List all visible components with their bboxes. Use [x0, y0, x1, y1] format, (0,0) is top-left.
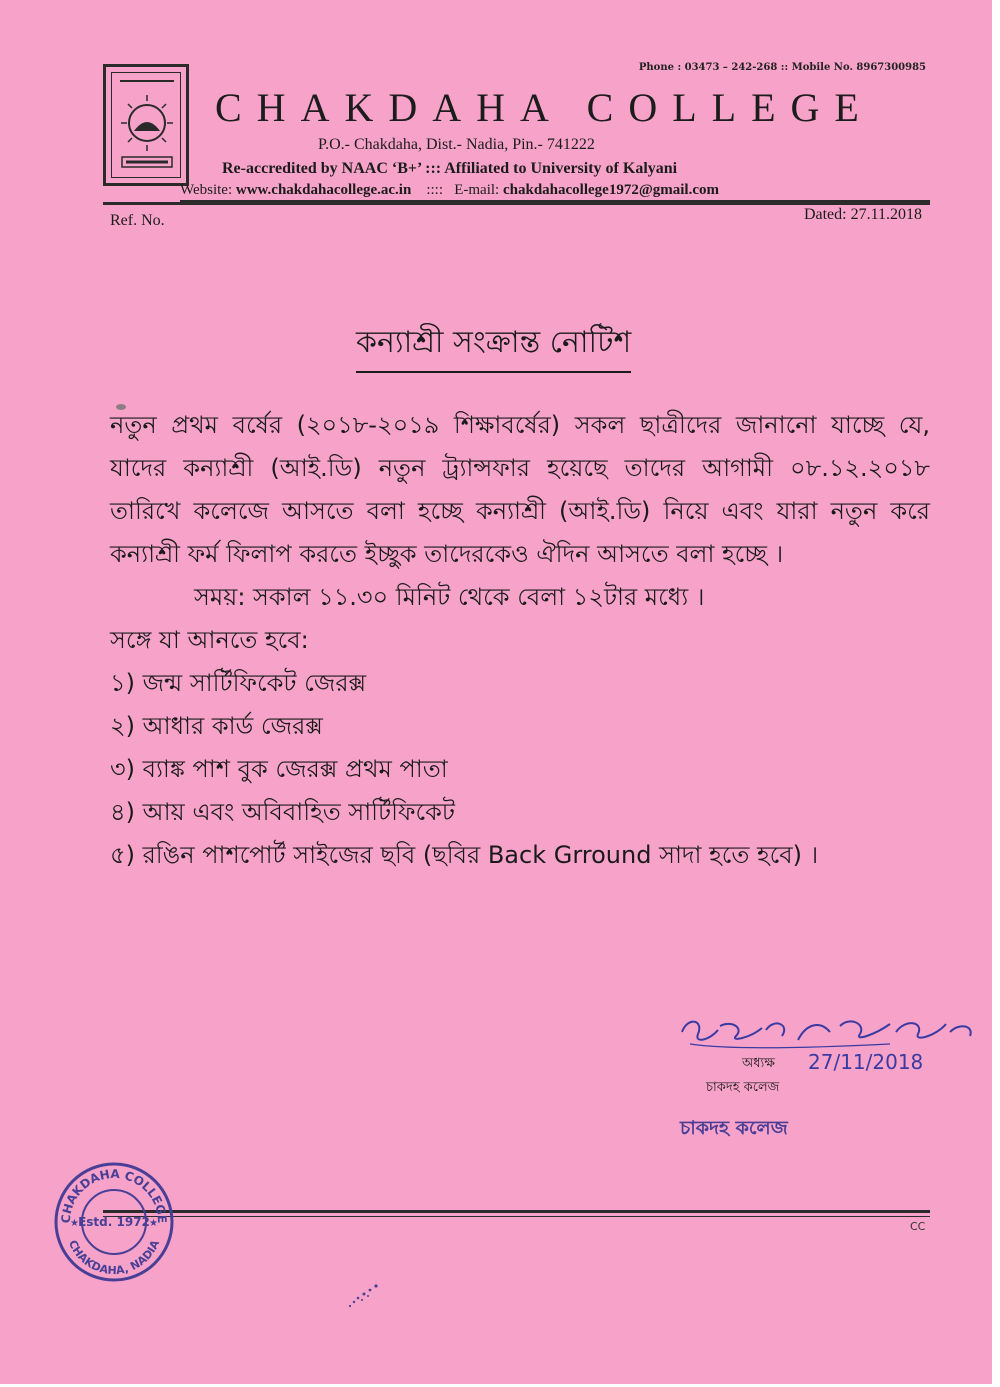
notice-line: জানানো যাচ্ছে যে, যাদের কন্যাশ্রী (আই.ডি) নতুন ট্র্যান্সফার হয়েছে	[110, 411, 931, 482]
list-item: ৫) রঙিন পাশপোর্ট সাইজের ছবি (ছবির Back Grround সাদা হতে হবে) ।	[110, 841, 819, 869]
college-seal-icon	[52, 1160, 176, 1284]
college-stamp-text: চাকদহ কলেজ	[680, 1117, 788, 1139]
notice-line: তাদের আগামী ০৮.১২.২০১৮ তারিখে কলেজে আসতে বলা হচ্ছে	[110, 454, 930, 525]
notice-date: Dated: 27.11.2018	[803, 206, 922, 223]
notice-line: করতে ইচ্ছুক তাদেরকেও ঐদিন আসতে বলা হচ্ছে ।	[299, 540, 784, 568]
notice-title: কন্যাশ্রী সংক্রান্ত নোটিশ	[356, 318, 631, 373]
list-item: ৪) আয় এবং অবিবাহিত সার্টিফিকেট	[110, 798, 456, 826]
email-link[interactable]: chakdahacollege1972@gmail.com	[502, 182, 720, 198]
ref-number: Ref. No.	[110, 212, 165, 229]
notice-paragraph	[110, 404, 930, 576]
accreditation-line: Re-accredited by NAAC ‘B+’ ::: Affiliated to University of Kalyani	[222, 160, 678, 177]
ink-specks-icon	[338, 1278, 398, 1318]
college-emblem-icon	[112, 73, 182, 179]
phone-line: Phone : 03473 – 242-268 :: Mobile No. 8967300985	[638, 62, 926, 73]
seal-top-text: CHAKDAHA COLLEGE	[58, 1166, 170, 1224]
notice-line: নতুন প্রথম বর্ষের (২০১৮-২০১৯ শিক্ষাবর্ষের) সকল ছাত্রীদের	[110, 411, 722, 439]
header-divider	[103, 202, 930, 205]
notice-body	[110, 404, 930, 877]
list-item: ১) জন্ম সার্টিফিকেট জেরক্স	[110, 669, 367, 697]
footer-divider	[103, 1210, 930, 1217]
website-link[interactable]: www.chakdahacollege.ac.in	[235, 182, 412, 198]
college-address: P.O.- Chakdaha, Dist.- Nadia, Pin.- 741222	[318, 136, 595, 153]
separator: ::::	[426, 182, 443, 198]
list-item: ৩) ব্যাঙ্ক পাশ বুক জেরক্স প্রথম পাতা	[110, 755, 448, 783]
seal-center-text: Estd. 1972	[78, 1215, 150, 1229]
timing-line: সময়: সকাল ১১.৩০ মিনিট থেকে বেলা ১২টার মধ্যে ।	[194, 583, 705, 611]
principal-designation: অধ্যক্ষ	[742, 1056, 775, 1071]
seal-star-icon: ★	[70, 1218, 79, 1229]
list-item: ২) আধার কার্ড জেরক্স	[110, 712, 323, 740]
svg-text:CHAKDAHA, NADIA	[66, 1238, 162, 1277]
notice-line: কন্যাশ্রী (আই.ডি) নিয়ে এবং যারা নতুন করে কন্যাশ্রী ফর্ম ফিলাপ	[110, 497, 930, 568]
cc-label: CC	[910, 1220, 926, 1233]
college-name: CHAKDAHA COLLEGE	[215, 85, 874, 130]
seal-star-icon: ★	[149, 1218, 158, 1229]
contact-line	[180, 182, 930, 202]
seal-bottom-text: CHAKDAHA, NADIA	[65, 1238, 163, 1278]
signature-date: 27/11/2018	[808, 1050, 924, 1074]
signature-college: চাকদহ কলেজ	[706, 1080, 780, 1095]
website-label: Website:	[180, 182, 233, 198]
college-logo	[103, 64, 189, 186]
email-label: E-mail:	[454, 182, 500, 198]
documents-list	[110, 662, 930, 877]
bring-heading: সঙ্গে যা আনতে হবে:	[110, 626, 309, 654]
